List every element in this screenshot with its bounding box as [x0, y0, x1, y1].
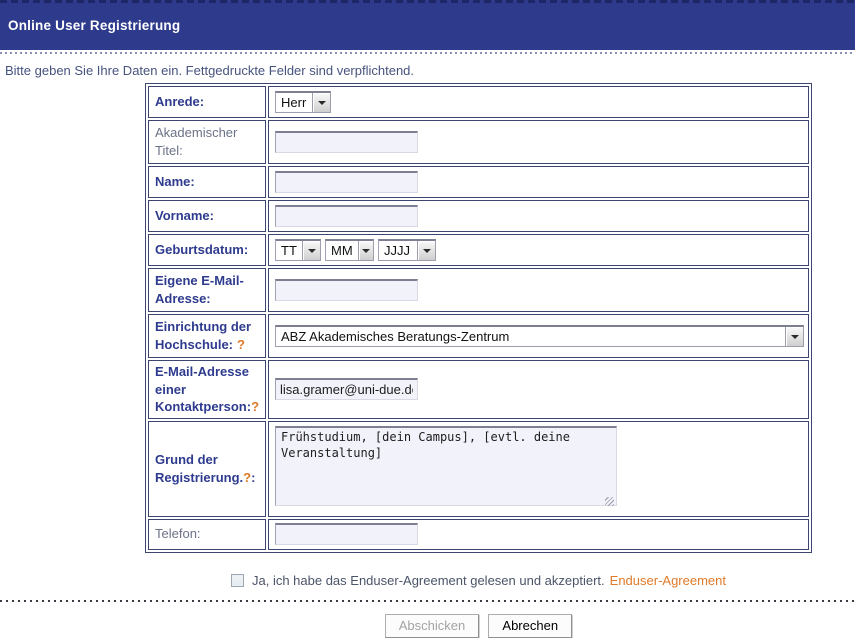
vorname-input[interactable] [275, 205, 418, 227]
grund-label-suffix: : [251, 469, 256, 485]
einrichtung-label [148, 314, 266, 358]
grund-help-icon[interactable]: ? [243, 469, 252, 485]
dropdown-arrow-icon[interactable] [312, 93, 330, 112]
anrede-select[interactable] [275, 91, 331, 113]
header-separator [0, 52, 855, 54]
row-kontakt-email [148, 360, 809, 419]
einrichtung-label-text: Einrichtung der Hochschule: [155, 319, 252, 352]
row-geburtsdatum [148, 234, 809, 266]
grund-textarea[interactable] [275, 426, 617, 506]
einrichtung-help-icon[interactable]: ? [237, 337, 245, 352]
agreement-checkbox[interactable] [231, 574, 244, 587]
enduser-agreement-link[interactable]: Enduser-Agreement [609, 572, 726, 588]
telefon-input[interactable] [275, 523, 418, 545]
resize-grip-icon[interactable] [605, 497, 614, 506]
agreement-row [145, 573, 812, 588]
telefon-label: Telefon: [148, 519, 266, 550]
anrede-selected-value: Herr [281, 95, 307, 110]
akademischer-titel-label: Akademischer Titel: [148, 120, 266, 164]
registration-form-table [145, 83, 812, 553]
grund-textarea-wrap [275, 426, 617, 511]
name-input[interactable] [275, 171, 418, 193]
row-name [148, 166, 809, 198]
kontakt-email-input[interactable] [275, 378, 418, 400]
page-header [0, 0, 855, 50]
dropdown-arrow-icon[interactable] [302, 241, 320, 260]
anrede-label: Anrede: [148, 86, 266, 118]
agreement-text: Ja, ich habe das Enduser-Agreement gelesen und akzeptiert. [251, 572, 605, 588]
row-akademischer-titel [148, 120, 809, 164]
birth-year-selected-value: JJJJ [384, 243, 410, 258]
geburtsdatum-label: Geburtsdatum: [148, 234, 266, 266]
name-label: Name: [148, 166, 266, 198]
einrichtung-select[interactable] [275, 325, 804, 347]
row-einrichtung [148, 314, 809, 358]
kontakt-email-label [148, 360, 266, 419]
einrichtung-selected-value: ABZ Akademisches Beratungs-Zentrum [281, 329, 510, 344]
kontakt-email-help-icon[interactable]: ? [251, 399, 260, 415]
akademischer-titel-input[interactable] [275, 131, 418, 153]
geburtsdatum-selects [275, 239, 436, 261]
vorname-label: Vorname: [148, 200, 266, 232]
row-anrede [148, 86, 809, 118]
submit-button[interactable]: Abschicken [385, 614, 479, 638]
dropdown-arrow-icon[interactable] [358, 241, 373, 260]
eigene-email-label: Eigene E-Mail-Adresse: [148, 268, 266, 312]
birth-month-selected-value: MM [331, 243, 353, 258]
grund-label [148, 421, 266, 517]
birth-day-select[interactable] [275, 239, 321, 261]
birth-month-select[interactable] [325, 239, 374, 261]
form-footer [145, 573, 812, 638]
birth-day-selected-value: TT [281, 243, 297, 258]
grund-label-text: Grund der Registrierung. [155, 452, 244, 485]
buttons-row [145, 614, 812, 638]
eigene-email-input[interactable] [275, 279, 418, 301]
dropdown-arrow-icon[interactable] [785, 327, 803, 346]
row-vorname [148, 200, 809, 232]
dropdown-arrow-icon[interactable] [417, 241, 435, 260]
birth-year-select[interactable] [378, 239, 436, 261]
cancel-button[interactable]: Abrechen [488, 614, 572, 638]
row-grund [148, 421, 809, 517]
kontakt-email-label-text: E-Mail-Adresse einer Kontaktperson: [155, 364, 252, 415]
row-eigene-email [148, 268, 809, 312]
page-title: Online User Registrierung [8, 18, 181, 33]
intro-text: Bitte geben Sie Ihre Daten ein. Fettgedruckte Felder sind verpflichtend. [5, 63, 415, 78]
row-telefon [148, 519, 809, 550]
page-bottom-border [0, 600, 855, 602]
